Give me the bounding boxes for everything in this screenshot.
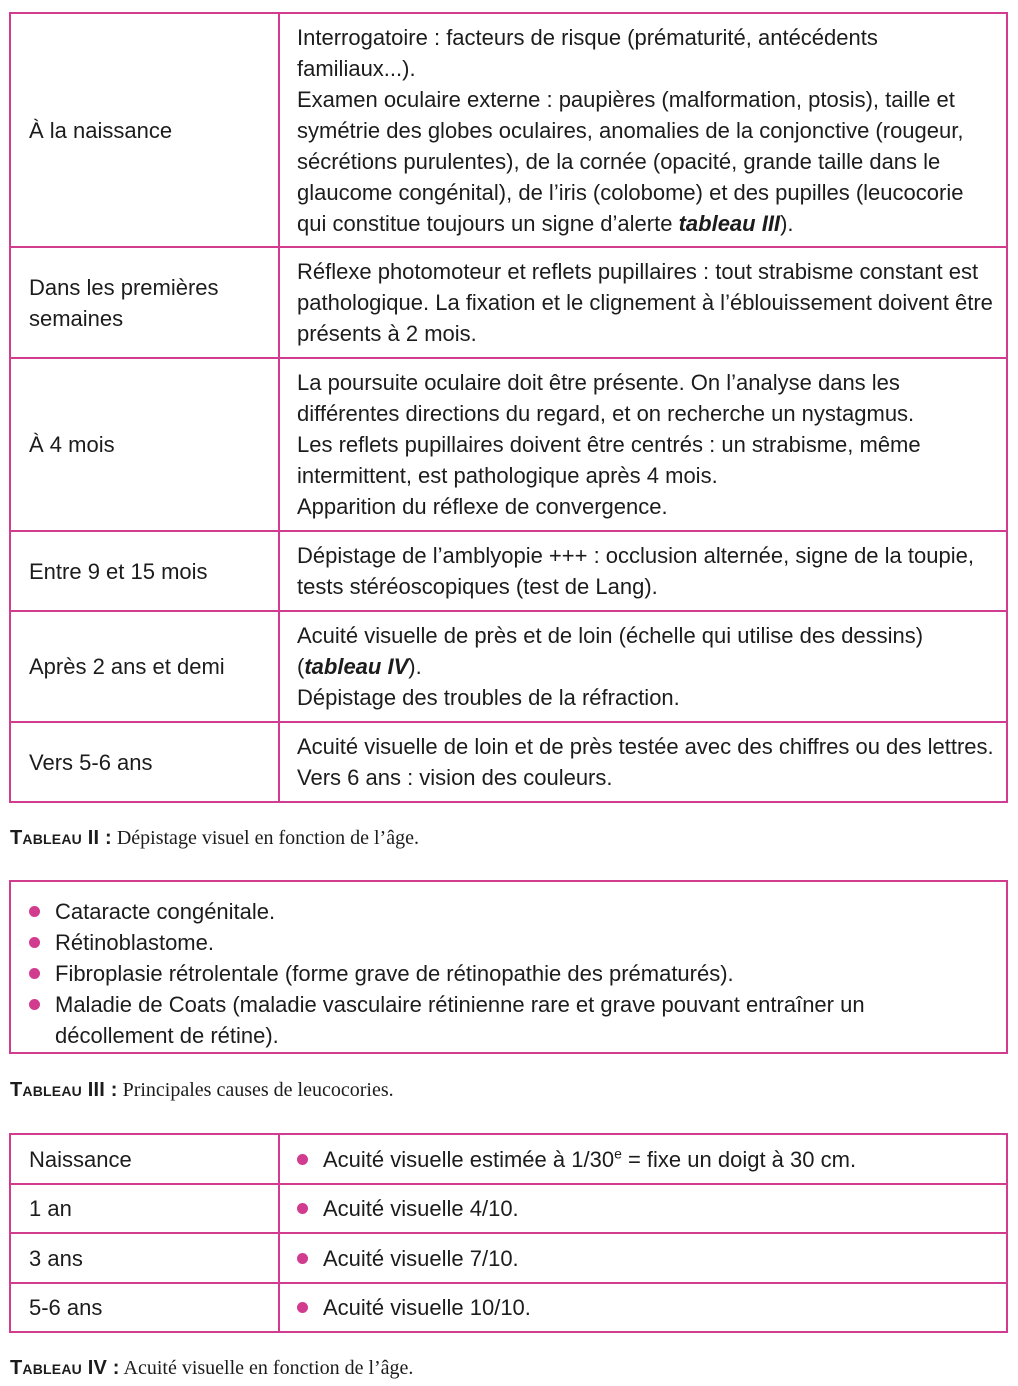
age-cell: 5-6 ans — [10, 1283, 279, 1332]
age-cell: Après 2 ans et demi — [10, 611, 279, 722]
content-text: ). — [408, 654, 422, 679]
content-text: Examen oculaire externe : paupières (malformation, ptosis), taille et symétrie des globes oculaires, anomalies de la conjonctive (rougeur, sécrétions purulentes), de la cornée (opacité, grande taille dans le glaucome congénital), de l’iris (colobome) et des pupilles (leucocorie qui constitue toujours un signe d’alerte — [297, 86, 964, 236]
list-item — [29, 927, 986, 958]
caption-text: Acuité visuelle en fonction de l’âge. — [119, 1357, 414, 1379]
bullet-icon — [29, 968, 40, 979]
table-row — [10, 722, 1007, 802]
list-item — [29, 896, 986, 927]
content-line: Vers 6 ans : vision des couleurs. — [297, 765, 613, 790]
content-cell — [279, 531, 1007, 611]
table-reference: tableau III — [678, 210, 781, 236]
content-line — [297, 620, 998, 682]
value-text: Acuité visuelle 7/10. — [323, 1245, 519, 1271]
bullet-icon — [297, 1253, 308, 1264]
content-line: Dépistage des troubles de la réfraction. — [297, 685, 680, 710]
content-line: Réflexe photomoteur et reflets pupillaires : tout strabisme constant est pathologique. La fixation et le clignement à l’éblouissement doivent être présents à 2 mois. — [297, 259, 993, 346]
age-cell: 1 an — [10, 1184, 279, 1233]
value-item — [297, 1193, 998, 1224]
age-cell: À la naissance — [10, 13, 279, 247]
content-text: ). — [780, 210, 794, 236]
list-item — [29, 989, 986, 1051]
value-superscript: e — [614, 1145, 622, 1162]
content-line: La poursuite oculaire doit être présente. On l’analyse dans les différentes directions du regard, et on recherche un nystagmus. — [297, 370, 915, 426]
age-cell: À 4 mois — [10, 358, 279, 531]
age-cell: 3 ans — [10, 1233, 279, 1283]
table-4 — [9, 1133, 1008, 1333]
table-row — [10, 13, 1007, 247]
table-row — [10, 1134, 1007, 1184]
value-cell — [279, 1233, 1007, 1283]
value-text: Acuité visuelle 4/10. — [323, 1196, 519, 1221]
age-cell: Dans les premières semaines — [10, 247, 279, 358]
table-3-caption — [10, 1078, 394, 1102]
table-row — [10, 358, 1007, 531]
value-item — [297, 1243, 998, 1274]
value-text: Acuité visuelle estimée à 1/30 — [323, 1146, 615, 1172]
bullet-icon — [297, 1154, 308, 1165]
table-2-caption — [10, 826, 419, 850]
age-cell: Vers 5-6 ans — [10, 722, 279, 802]
caption-text: Principales causes de leucocories. — [117, 1079, 394, 1101]
value-cell — [279, 1283, 1007, 1332]
table-2 — [9, 12, 1008, 803]
content-text: Acuité visuelle de près et de loin (échelle qui utilise des dessins) ( — [297, 623, 924, 679]
value-cell — [279, 1134, 1007, 1184]
table-3 — [9, 880, 1008, 1054]
value-text: Acuité visuelle 10/10. — [323, 1295, 531, 1320]
list-item — [29, 958, 986, 989]
caption-label: Tableau IV : — [10, 1357, 120, 1379]
table-reference: tableau IV — [304, 654, 409, 679]
bullet-icon — [297, 1203, 308, 1214]
content-cell — [279, 611, 1007, 722]
bullet-icon — [29, 937, 40, 948]
age-cell: Entre 9 et 15 mois — [10, 531, 279, 611]
content-cell — [279, 358, 1007, 531]
table-row — [10, 531, 1007, 611]
bullet-icon — [29, 906, 40, 917]
content-line: Interrogatoire : facteurs de risque (prématurité, antécédents familiaux...). — [297, 24, 878, 81]
content-line — [297, 84, 998, 239]
table-4-caption — [10, 1356, 413, 1380]
table-row — [10, 1283, 1007, 1332]
leucocoria-causes-list — [29, 896, 986, 1051]
table-row — [10, 1184, 1007, 1233]
value-cell — [279, 1184, 1007, 1233]
list-item-text: Rétinoblastome. — [55, 930, 214, 955]
table-row — [10, 247, 1007, 358]
value-text: = fixe un doigt à 30 cm. — [621, 1146, 857, 1172]
bullet-icon — [29, 999, 40, 1010]
list-item-text: Maladie de Coats (maladie vasculaire rétinienne rare et grave pouvant entraîner un décollement de rétine). — [55, 992, 865, 1048]
content-line: Dépistage de l’amblyopie +++ : occlusion alternée, signe de la toupie, tests stéréoscopiques (test de Lang). — [297, 543, 974, 599]
age-cell: Naissance — [10, 1134, 279, 1184]
caption-label: Tableau III : — [10, 1079, 118, 1101]
content-cell — [279, 247, 1007, 358]
table-row — [10, 1233, 1007, 1283]
list-item-text: Fibroplasie rétrolentale (forme grave de rétinopathie des prématurés). — [55, 961, 734, 986]
value-item — [297, 1292, 998, 1323]
caption-label: Tableau II : — [10, 827, 112, 849]
value-item — [297, 1144, 998, 1175]
caption-text: Dépistage visuel en fonction de l’âge. — [111, 827, 419, 849]
bullet-icon — [297, 1302, 308, 1313]
table-row — [10, 611, 1007, 722]
content-cell — [279, 13, 1007, 247]
content-line: Apparition du réflexe de convergence. — [297, 494, 668, 519]
content-line: Les reflets pupillaires doivent être centrés : un strabisme, même intermittent, est pathologique après 4 mois. — [297, 432, 921, 488]
list-item-text: Cataracte congénitale. — [55, 899, 276, 924]
content-cell — [279, 722, 1007, 802]
content-line: Acuité visuelle de loin et de près testée avec des chiffres ou des lettres. — [297, 734, 994, 759]
